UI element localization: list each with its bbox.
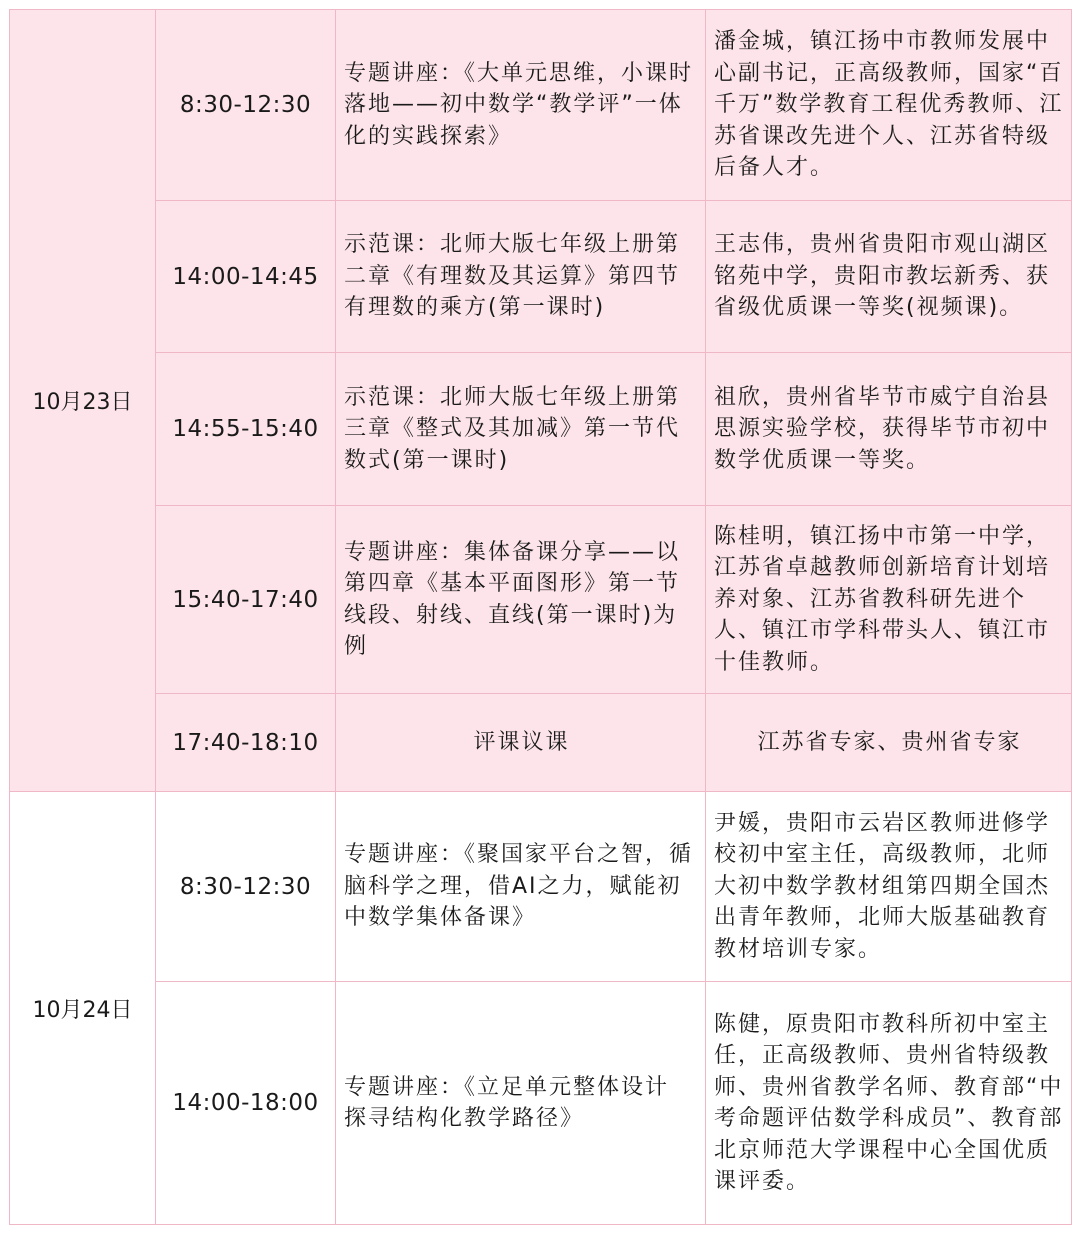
- time-cell: 14:00-18:00: [156, 982, 336, 1225]
- topic-cell: 评课议课: [336, 694, 706, 792]
- time-cell: 8:30-12:30: [156, 792, 336, 982]
- table-row: [10, 353, 1072, 506]
- speaker-cell: 江苏省专家、贵州省专家: [706, 694, 1072, 792]
- topic-cell: 专题讲座：《大单元思维，小课时落地——初中数学“教学评”一体化的实践探索》: [336, 10, 706, 201]
- speaker-cell: 王志伟，贵州省贵阳市观山湖区铭苑中学，贵阳市教坛新秀、获省级优质课一等奖(视频课)。: [706, 201, 1072, 353]
- speaker-cell: 潘金城，镇江扬中市教师发展中心副书记，正高级教师，国家“百千万”数学教育工程优秀教师、江苏省课改先进个人、江苏省特级后备人才。: [706, 10, 1072, 201]
- time-cell: 14:00-14:45: [156, 201, 336, 353]
- table-row: [10, 201, 1072, 353]
- speaker-cell: 陈桂明，镇江扬中市第一中学，江苏省卓越教师创新培育计划培养对象、江苏省教科研先进个人、镇江市学科带头人、镇江市十佳教师。: [706, 506, 1072, 694]
- table-row: [10, 506, 1072, 694]
- time-cell: 14:55-15:40: [156, 353, 336, 506]
- topic-cell: 专题讲座：《立足单元整体设计 探寻结构化教学路径》: [336, 982, 706, 1225]
- topic-cell: 示范课：北师大版七年级上册第三章《整式及其加减》第一节代数式(第一课时): [336, 353, 706, 506]
- schedule-table: [9, 9, 1072, 1225]
- speaker-cell: 尹媛，贵阳市云岩区教师进修学校初中室主任，高级教师，北师大初中数学教材组第四期全国杰出青年教师，北师大版基础教育教材培训专家。: [706, 792, 1072, 982]
- speaker-cell: 祖欣，贵州省毕节市威宁自治县思源实验学校，获得毕节市初中数学优质课一等奖。: [706, 353, 1072, 506]
- date-cell: 10月24日: [10, 792, 156, 1225]
- table-row: [10, 694, 1072, 792]
- topic-cell: 示范课：北师大版七年级上册第二章《有理数及其运算》第四节 有理数的乘方(第一课时): [336, 201, 706, 353]
- table-row: [10, 982, 1072, 1225]
- speaker-cell: 陈健，原贵阳市教科所初中室主任，正高级教师、贵州省特级教师、贵州省教学名师、教育部“中考命题评估数学科成员”、教育部北京师范大学课程中心全国优质课评委。: [706, 982, 1072, 1225]
- time-cell: 8:30-12:30: [156, 10, 336, 201]
- time-cell: 17:40-18:10: [156, 694, 336, 792]
- table-row: [10, 10, 1072, 201]
- time-cell: 15:40-17:40: [156, 506, 336, 694]
- table-row: [10, 792, 1072, 982]
- date-cell: 10月23日: [10, 10, 156, 792]
- topic-cell: 专题讲座：集体备课分享——以第四章《基本平面图形》第一节 线段、射线、直线(第一课时)为例: [336, 506, 706, 694]
- topic-cell: 专题讲座：《聚国家平台之智，循脑科学之理，借AI之力，赋能初中数学集体备课》: [336, 792, 706, 982]
